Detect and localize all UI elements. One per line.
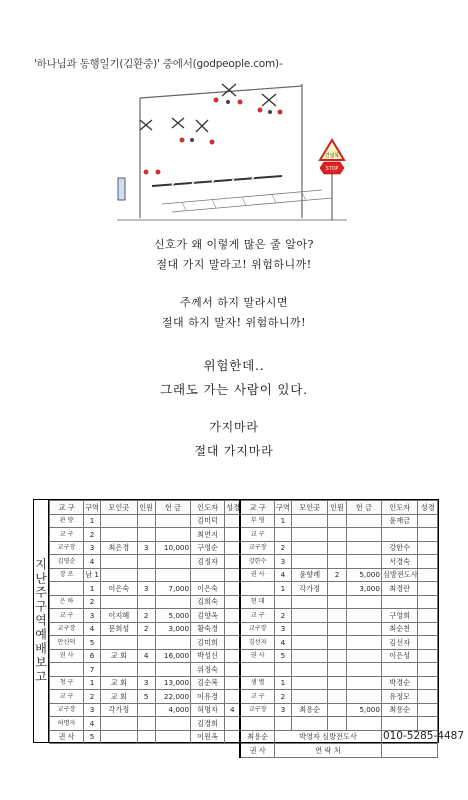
left-amount-cell xyxy=(155,717,190,731)
table-row xyxy=(50,528,438,542)
hand-line-4: 절대 하지 말자! 위험하니까! xyxy=(161,316,307,329)
left-bible-cell xyxy=(225,568,241,582)
right-n-cell: 1 xyxy=(274,676,291,690)
footer-empty xyxy=(381,744,437,758)
right-group-cell xyxy=(240,663,274,677)
right-place-cell xyxy=(291,690,327,704)
right-amount-cell xyxy=(346,649,381,663)
footer-right-group xyxy=(240,730,274,744)
report-side-title: 지난주구역예배보고 xyxy=(34,500,49,742)
left-count-cell xyxy=(137,717,155,731)
left-place-cell xyxy=(101,514,137,528)
right-place-cell xyxy=(291,609,327,623)
left-amount-cell: 5,000 xyxy=(155,609,190,623)
right-place-cell xyxy=(291,595,327,609)
left-group-cell: 교 구 xyxy=(50,690,84,704)
right-amount-cell xyxy=(346,622,381,636)
right-bible-cell xyxy=(418,676,438,690)
left-leader-cell: 김미희 xyxy=(191,636,225,650)
left-count-cell: 5 xyxy=(137,690,155,704)
right-place-cell: 각가정 xyxy=(291,582,327,596)
left-count-cell: 4 xyxy=(137,649,155,663)
left-bible-cell xyxy=(225,717,241,731)
right-leader-cell: 구영희 xyxy=(381,609,417,623)
right-bible-cell xyxy=(418,541,438,555)
right-leader-cell: 강한수 xyxy=(381,541,417,555)
table-row xyxy=(50,622,438,636)
right-leader-cell: 최용순 xyxy=(381,703,417,717)
right-count-cell xyxy=(328,622,346,636)
right-amount-cell xyxy=(346,717,381,731)
right-group-cell: 샘 별 xyxy=(240,676,274,690)
footer-left-spacer xyxy=(50,744,241,758)
right-leader-cell xyxy=(381,717,417,731)
left-amount-cell xyxy=(155,595,190,609)
footer-phone: 010-5285-4487 xyxy=(382,730,464,743)
left-n-cell: 3 xyxy=(84,703,101,717)
header-leader-right: 인도자 xyxy=(381,501,417,515)
left-amount-cell: 16,000 xyxy=(155,649,190,663)
hand-line-5: 위험한데.. xyxy=(203,358,265,373)
right-group-cell: 부 영 xyxy=(240,514,274,528)
header-bible: 성경 xyxy=(225,501,241,515)
right-leader-cell: 서경숙 xyxy=(381,555,417,569)
report-header-row xyxy=(50,501,438,515)
right-bible-cell xyxy=(418,514,438,528)
right-n-cell: 4 xyxy=(274,636,291,650)
right-group-cell xyxy=(240,582,274,596)
left-count-cell xyxy=(137,528,155,542)
left-leader-cell xyxy=(191,568,225,582)
left-group-cell: 교구장 xyxy=(50,622,84,636)
table-row xyxy=(50,568,438,582)
right-group-cell xyxy=(240,717,274,731)
right-bible-cell xyxy=(418,555,438,569)
header-count: 인원 xyxy=(137,501,155,515)
right-group-cell: 현 대 xyxy=(240,595,274,609)
left-place-cell: 교 회 xyxy=(101,676,137,690)
right-bible-cell xyxy=(418,595,438,609)
left-bible-cell xyxy=(225,528,241,542)
right-group-cell: 교 구 xyxy=(240,528,274,542)
right-leader-cell: 심방전도사 xyxy=(381,568,417,582)
left-group-cell: 청 구 xyxy=(50,676,84,690)
right-place-cell xyxy=(291,514,327,528)
right-count-cell xyxy=(328,541,346,555)
left-place-cell: 교 회 xyxy=(101,649,137,663)
left-place-cell xyxy=(101,528,137,542)
right-group-cell: 교구장 xyxy=(240,622,274,636)
left-n-cell: 4 xyxy=(84,622,101,636)
left-amount-cell: 3,000 xyxy=(155,622,190,636)
left-count-cell xyxy=(137,663,155,677)
left-n-cell: 1 xyxy=(84,514,101,528)
footer-left-group: 권 사 xyxy=(50,730,84,744)
left-leader-cell: 이은숙 xyxy=(191,582,225,596)
left-group-cell: 권 사 xyxy=(50,649,84,663)
left-n-cell: 5 xyxy=(84,636,101,650)
header-amount-right: 헌 금 xyxy=(346,501,381,515)
right-leader-cell: 이은성 xyxy=(381,649,417,663)
left-bible-cell xyxy=(225,609,241,623)
right-n-cell: 2 xyxy=(274,690,291,704)
right-group-cell: 강한수 xyxy=(240,555,274,569)
left-group-cell: 은 하 xyxy=(50,595,84,609)
table-row xyxy=(50,717,438,731)
left-amount-cell xyxy=(155,528,190,542)
right-amount-cell xyxy=(346,663,381,677)
footer-staff-name: 박영자 심방전도사 xyxy=(299,732,357,742)
left-leader-cell: 김향옥 xyxy=(191,609,225,623)
right-group-cell: 권 사 xyxy=(240,649,274,663)
footer-right-title: 권 사 xyxy=(240,744,274,758)
left-n-cell: 4 xyxy=(84,717,101,731)
left-count-cell xyxy=(137,703,155,717)
hand-line-2: 절대 가지 말라고! 위험하니까! xyxy=(156,258,312,271)
left-n-cell: 2 xyxy=(84,528,101,542)
report-footer-row xyxy=(50,730,438,744)
left-group-cell: 안신덕 xyxy=(50,636,84,650)
right-place-cell xyxy=(291,663,327,677)
table-row xyxy=(50,676,438,690)
table-row xyxy=(50,514,438,528)
left-n-cell: 6 xyxy=(84,649,101,663)
right-place-cell xyxy=(291,528,327,542)
left-n-cell: 2 xyxy=(84,690,101,704)
right-bible-cell xyxy=(418,582,438,596)
left-place-cell: 각가정 xyxy=(101,703,137,717)
left-count-cell xyxy=(137,595,155,609)
right-bible-cell xyxy=(418,528,438,542)
left-amount-cell: 4,000 xyxy=(155,703,190,717)
right-amount-cell: 5,000 xyxy=(346,703,381,717)
right-n-cell: 1 xyxy=(274,582,291,596)
left-bible-cell xyxy=(225,514,241,528)
header-amount: 헌 금 xyxy=(155,501,190,515)
left-place-cell xyxy=(101,568,137,582)
right-bible-cell xyxy=(418,568,438,582)
left-amount-cell: 13,000 xyxy=(155,676,190,690)
header-count-right: 인원 xyxy=(328,501,346,515)
left-amount-cell xyxy=(155,568,190,582)
left-leader-cell: 이유경 xyxy=(191,690,225,704)
right-n-cell xyxy=(274,663,291,677)
right-leader-cell: 최경란 xyxy=(381,582,417,596)
left-bible-cell xyxy=(225,676,241,690)
hand-line-3: 주께서 하지 말라시면 xyxy=(179,296,289,309)
left-leader-cell: 김경희 xyxy=(191,717,225,731)
header-number: 구역 xyxy=(84,501,101,515)
right-count-cell xyxy=(328,717,346,731)
right-amount-cell: 5,000 xyxy=(346,568,381,582)
left-leader-cell: 김희숙 xyxy=(191,595,225,609)
right-n-cell: 3 xyxy=(274,622,291,636)
right-place-cell xyxy=(291,717,327,731)
left-amount-cell: 10,000 xyxy=(155,541,190,555)
right-amount-cell xyxy=(346,555,381,569)
source-caption: '하나님과 동행일기(김환중)' 중에서(godpeople.com)- xyxy=(34,58,283,70)
right-count-cell xyxy=(328,582,346,596)
right-n-cell: 2 xyxy=(274,541,291,555)
table-row xyxy=(50,703,438,717)
right-count-cell xyxy=(328,663,346,677)
left-bible-cell xyxy=(225,582,241,596)
table-row xyxy=(50,582,438,596)
left-group-cell: 장 로 xyxy=(50,568,84,582)
left-count-cell: 3 xyxy=(137,676,155,690)
right-leader-cell xyxy=(381,595,417,609)
left-amount-cell: 7,000 xyxy=(155,582,190,596)
table-row xyxy=(50,595,438,609)
right-leader-cell: 윤재금 xyxy=(381,514,417,528)
right-place-cell xyxy=(291,649,327,663)
right-group-cell: 김선자 xyxy=(240,636,274,650)
left-amount-cell xyxy=(155,555,190,569)
header-bible-right: 성경 xyxy=(418,501,438,515)
table-row xyxy=(50,555,438,569)
right-bible-cell xyxy=(418,663,438,677)
left-leader-cell: 김순복 xyxy=(191,676,225,690)
left-amount-cell: 22,000 xyxy=(155,690,190,704)
left-amount-cell xyxy=(155,636,190,650)
right-bible-cell xyxy=(418,703,438,717)
right-leader-cell: 박경순 xyxy=(381,676,417,690)
footer-left-bible xyxy=(225,730,241,744)
right-bible-cell xyxy=(418,690,438,704)
left-place-cell: 이지혜 xyxy=(101,609,137,623)
right-leader-cell xyxy=(381,663,417,677)
right-place-cell: 최용순 xyxy=(291,703,327,717)
left-group-cell: 교구장 xyxy=(50,703,84,717)
left-group-cell: 관 양 xyxy=(50,514,84,528)
right-place-cell xyxy=(291,555,327,569)
left-bible-cell xyxy=(225,649,241,663)
left-place-cell: 교 회 xyxy=(101,690,137,704)
right-count-cell xyxy=(328,555,346,569)
left-leader-cell: 김정자 xyxy=(191,555,225,569)
right-count-cell xyxy=(328,703,346,717)
left-leader-cell: 김미덕 xyxy=(191,514,225,528)
hand-line-1: 신호가 왜 이렇게 많은 줄 알아? xyxy=(154,238,314,251)
right-amount-cell xyxy=(346,595,381,609)
left-place-cell xyxy=(101,717,137,731)
header-leader: 인도자 xyxy=(191,501,225,515)
right-count-cell: 2 xyxy=(328,568,346,582)
left-n-cell: 3 xyxy=(84,609,101,623)
right-count-cell xyxy=(328,609,346,623)
table-row xyxy=(50,541,438,555)
left-bible-cell xyxy=(225,541,241,555)
left-count-cell: 3 xyxy=(137,541,155,555)
right-bible-cell xyxy=(418,609,438,623)
right-count-cell xyxy=(328,595,346,609)
left-place-cell: 최은경 xyxy=(101,541,137,555)
right-bible-cell xyxy=(418,717,438,731)
left-bible-cell: 4 xyxy=(225,703,241,717)
right-count-cell xyxy=(328,514,346,528)
hand-line-6: 그래도 가는 사람이 있다. xyxy=(160,382,308,397)
right-group-cell: 교구장 xyxy=(240,541,274,555)
right-bible-cell xyxy=(418,649,438,663)
left-group-cell: 교 구 xyxy=(50,528,84,542)
right-n-cell: 2 xyxy=(274,609,291,623)
left-group-cell xyxy=(50,582,84,596)
right-leader-cell: 김선자 xyxy=(381,636,417,650)
left-bible-cell xyxy=(225,636,241,650)
right-group-cell: 교 구 xyxy=(240,690,274,704)
railroad-crossing-illustration xyxy=(112,80,352,228)
right-amount-cell: 3,000 xyxy=(346,582,381,596)
right-n-cell: 1 xyxy=(274,514,291,528)
left-n-cell: 4 xyxy=(84,555,101,569)
hand-line-8: 절대 가지마라 xyxy=(194,444,274,458)
report-footer-row-2 xyxy=(50,744,438,758)
right-group-cell: 교구장 xyxy=(240,703,274,717)
right-place-cell xyxy=(291,541,327,555)
left-count-cell: 2 xyxy=(137,609,155,623)
table-row xyxy=(50,663,438,677)
crossing-sign-text: 건널목 xyxy=(324,153,340,159)
right-amount-cell xyxy=(346,609,381,623)
left-place-cell: 문희성 xyxy=(101,622,137,636)
left-n-cell: 1 xyxy=(84,582,101,596)
footer-left-amount xyxy=(155,730,190,744)
left-n-cell: 7 xyxy=(84,663,101,677)
left-n-cell: 1 xyxy=(84,676,101,690)
header-place: 모인곳 xyxy=(101,501,137,515)
left-count-cell xyxy=(137,514,155,528)
right-leader-cell xyxy=(381,528,417,542)
header-group-right: 교 구 xyxy=(240,501,274,515)
left-bible-cell xyxy=(225,663,241,677)
left-bible-cell xyxy=(225,595,241,609)
left-amount-cell xyxy=(155,663,190,677)
right-amount-cell xyxy=(346,528,381,542)
left-bible-cell xyxy=(225,622,241,636)
footer-right-group-name: 최용순 xyxy=(247,732,269,742)
right-n-cell: 3 xyxy=(274,555,291,569)
right-n-cell xyxy=(274,717,291,731)
left-place-cell xyxy=(101,636,137,650)
left-place-cell xyxy=(101,595,137,609)
right-amount-cell xyxy=(346,676,381,690)
footer-left-leader: 이원옥 xyxy=(191,730,225,744)
table-row xyxy=(50,636,438,650)
left-n-cell: 2 xyxy=(84,595,101,609)
report-table xyxy=(49,500,464,758)
right-place-cell xyxy=(291,636,327,650)
right-group-cell: 교 구 xyxy=(240,609,274,623)
right-count-cell xyxy=(328,649,346,663)
hand-line-7: 가지마라 xyxy=(209,420,259,434)
left-n-cell: 3 xyxy=(84,541,101,555)
left-group-cell: 교 구 xyxy=(50,609,84,623)
table-row xyxy=(50,690,438,704)
right-n-cell: 4 xyxy=(274,568,291,582)
left-place-cell xyxy=(101,555,137,569)
left-bible-cell xyxy=(225,555,241,569)
footer-contact-label: 연 락 처 xyxy=(274,744,381,758)
left-group-cell: 교구장 xyxy=(50,541,84,555)
right-place-cell xyxy=(291,676,327,690)
left-count-cell: 3 xyxy=(137,582,155,596)
right-amount-cell xyxy=(346,636,381,650)
right-n-cell xyxy=(274,595,291,609)
right-place-cell: 윤향례 xyxy=(291,568,327,582)
footer-left-count xyxy=(137,730,155,744)
right-amount-cell xyxy=(346,690,381,704)
footer-left-number: 5 xyxy=(84,730,101,744)
right-n-cell: 5 xyxy=(274,649,291,663)
right-group-cell: 권 사 xyxy=(240,568,274,582)
stop-sign-text: STOP xyxy=(325,167,339,172)
table-row xyxy=(50,649,438,663)
left-count-cell xyxy=(137,568,155,582)
left-count-cell xyxy=(137,555,155,569)
right-bible-cell xyxy=(418,636,438,650)
right-n-cell: 3 xyxy=(274,703,291,717)
left-leader-cell: 구영순 xyxy=(191,541,225,555)
header-place-right: 모인곳 xyxy=(291,501,327,515)
cell-group-report xyxy=(33,499,464,755)
left-n-cell: 남 1 xyxy=(84,568,101,582)
right-n-cell xyxy=(274,528,291,542)
left-count-cell xyxy=(137,636,155,650)
left-group-cell: 허명자 xyxy=(50,717,84,731)
left-leader-cell: 최연지 xyxy=(191,528,225,542)
footer-staff xyxy=(274,730,381,744)
right-amount-cell xyxy=(346,541,381,555)
left-leader-cell: 황숙경 xyxy=(191,622,225,636)
left-count-cell: 2 xyxy=(137,622,155,636)
left-leader-cell: 허명자 xyxy=(191,703,225,717)
right-count-cell xyxy=(328,636,346,650)
left-place-cell: 이은숙 xyxy=(101,582,137,596)
right-leader-cell: 최순천 xyxy=(381,622,417,636)
right-count-cell xyxy=(328,676,346,690)
table-row xyxy=(50,609,438,623)
header-group: 교 구 xyxy=(50,501,84,515)
right-bible-cell xyxy=(418,622,438,636)
left-leader-cell: 위정숙 xyxy=(191,663,225,677)
left-amount-cell xyxy=(155,514,190,528)
left-leader-cell: 박성신 xyxy=(191,649,225,663)
right-count-cell xyxy=(328,690,346,704)
right-leader-cell: 유정모 xyxy=(381,690,417,704)
left-group-cell: 김영순 xyxy=(50,555,84,569)
header-number-right: 구역 xyxy=(274,501,291,515)
right-count-cell xyxy=(328,528,346,542)
right-amount-cell xyxy=(346,514,381,528)
right-place-cell xyxy=(291,622,327,636)
footer-left-place xyxy=(101,730,137,744)
left-bible-cell xyxy=(225,690,241,704)
left-group-cell xyxy=(50,663,84,677)
left-place-cell xyxy=(101,663,137,677)
